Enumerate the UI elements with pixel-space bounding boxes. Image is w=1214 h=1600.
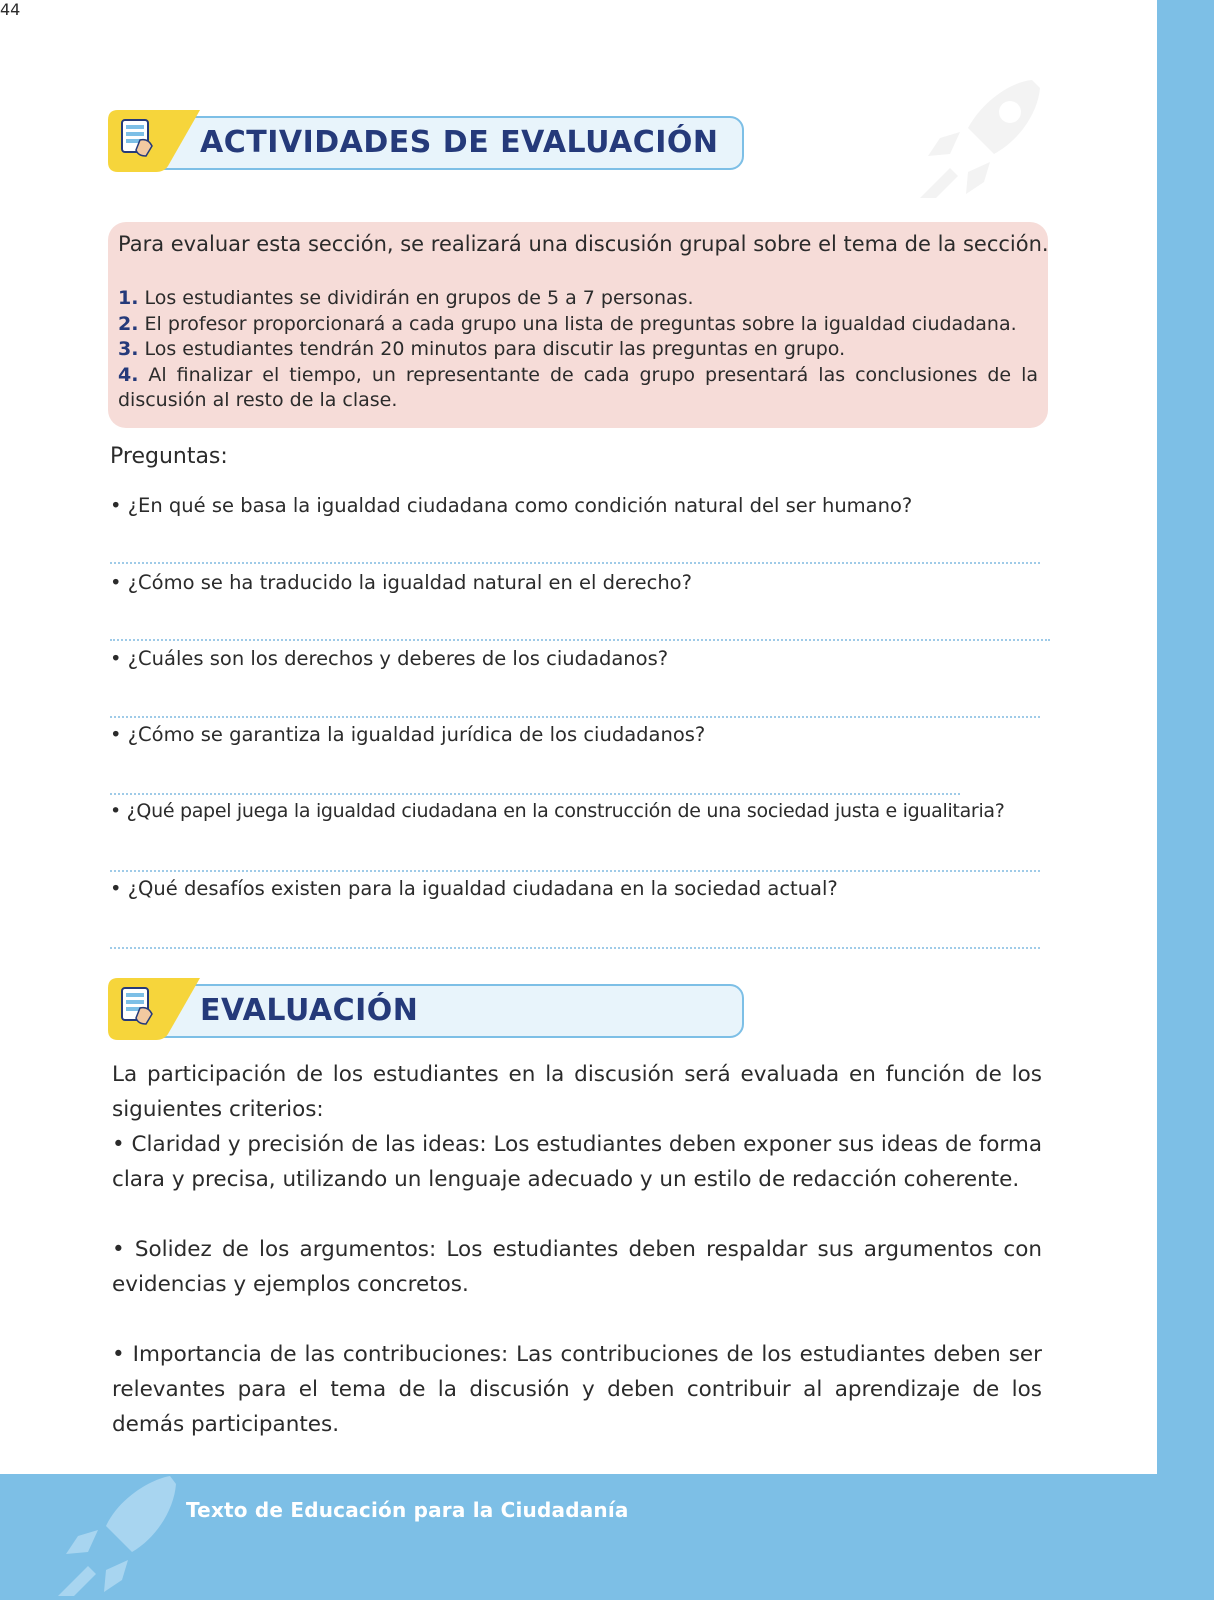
rocket-watermark-icon (910, 72, 1060, 202)
page-number: 44 (0, 0, 21, 19)
evaluation-criteria-text (112, 1057, 1042, 1442)
section-title: ACTIVIDADES DE EVALUACIÓN (200, 125, 719, 160)
book-title: Texto de Educación para la Ciudadanía (186, 1498, 629, 1522)
section-header-evaluation (108, 978, 738, 1044)
section-header-activities (108, 110, 738, 176)
questions-label: Preguntas: (110, 444, 228, 469)
answer-line[interactable] (110, 716, 1040, 718)
instructions-list (118, 286, 1038, 414)
answer-line[interactable] (110, 793, 960, 795)
question-item: • ¿Cómo se ha traducido la igualdad natural en el derecho? (110, 571, 692, 594)
criterion-item: • Claridad y precisión de las ideas: Los estudiantes deben exponer sus ideas de forma clara y precisa, utilizando un lenguaje adecuado y un estilo de redacción coherente. (112, 1132, 1042, 1192)
instruction-step: 1. Los estudiantes se dividirán en grupos de 5 a 7 personas. (118, 287, 694, 309)
instruction-step: 3. Los estudiantes tendrán 20 minutos para discutir las preguntas en grupo. (118, 338, 846, 360)
criterion-item: • Importancia de las contribuciones: Las contribuciones de los estudiantes deben ser relevantes para el tema de la discusión y deben contribuir al aprendizaje de los demás participantes. (112, 1342, 1042, 1437)
question-item: • ¿Qué papel juega la igualdad ciudadana en la construcción de una sociedad justa e igualitaria? (110, 800, 1005, 822)
instruction-step: 2. El profesor proporcionará a cada grupo una lista de preguntas sobre la igualdad ciudadana. (118, 312, 1017, 335)
section-title: EVALUACIÓN (200, 993, 419, 1028)
answer-line[interactable] (110, 870, 1040, 872)
answer-line[interactable] (110, 562, 1040, 564)
criterion-item: • Solidez de los argumentos: Los estudiantes deben respaldar sus argumentos con evidencias y ejemplos concretos. (112, 1237, 1042, 1297)
side-color-bar (1157, 0, 1214, 1600)
question-item: • ¿Cuáles son los derechos y deberes de los ciudadanos? (110, 647, 669, 670)
tablet-checklist-icon (108, 110, 208, 174)
question-item: • ¿Qué desafíos existen para la igualdad ciudadana en la sociedad actual? (110, 877, 838, 900)
answer-line[interactable] (110, 639, 1050, 641)
page-footer (0, 1474, 1214, 1600)
instructions-intro: Para evaluar esta sección, se realizará una discusión grupal sobre el tema de la sección. (118, 232, 1049, 256)
rocket-footer-icon (52, 1474, 182, 1600)
question-item: • ¿Cómo se garantiza la igualdad jurídica de los ciudadanos? (110, 723, 706, 746)
instruction-step: 4. Al finalizar el tiempo, un representante de cada grupo presentará las conclusiones de la discusión al resto de la clase. (118, 363, 1038, 411)
question-item: • ¿En qué se basa la igualdad ciudadana como condición natural del ser humano? (110, 494, 913, 517)
answer-line[interactable] (110, 947, 1040, 949)
tablet-checklist-icon (108, 978, 208, 1042)
evaluation-intro: La participación de los estudiantes en la discusión será evaluada en función de los siguientes criterios: (112, 1062, 1042, 1122)
